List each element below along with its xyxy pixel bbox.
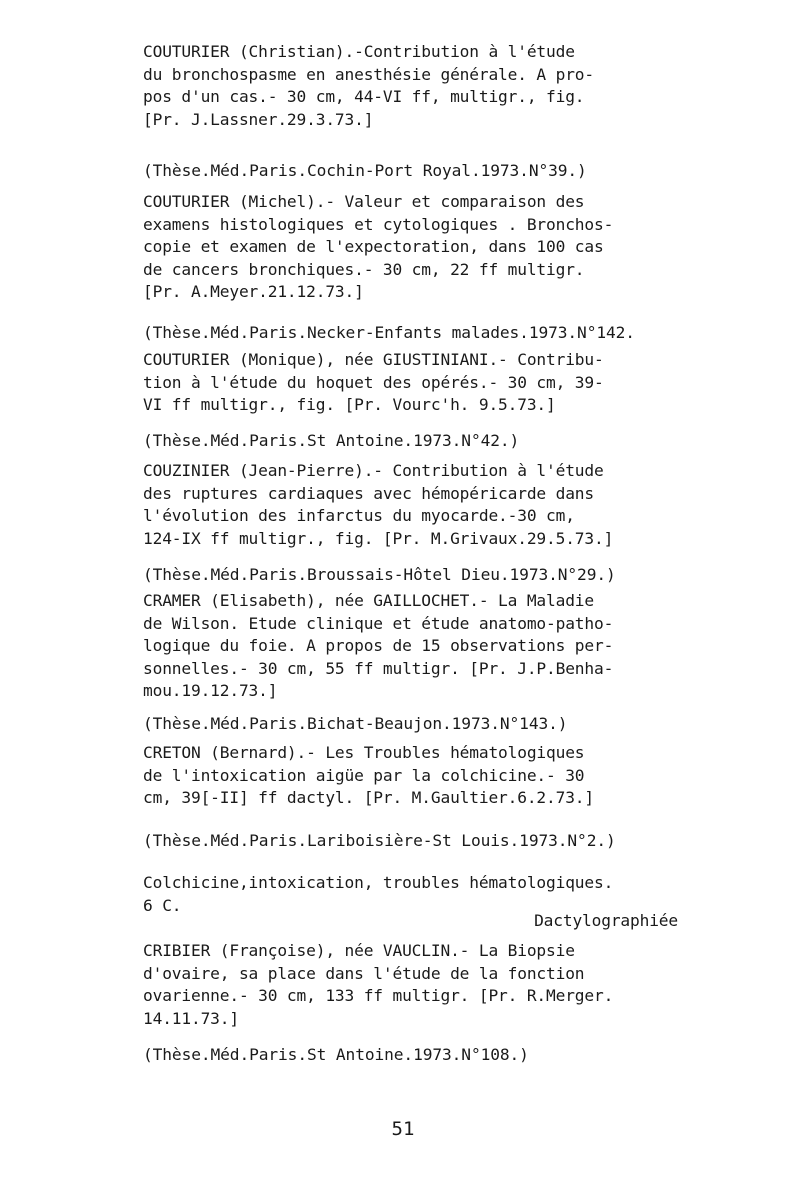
entry-line: COUTURIER (Michel).- Valeur et comparaison des [143, 192, 585, 211]
entry-line: logique du foie. A propos de 15 observations per- [143, 636, 614, 656]
entry-source-creton-bernard [143, 830, 678, 852]
entry-line: de Wilson. Etude clinique et étude anatomo-patho- [143, 613, 614, 633]
entry-source-cramer-elisabeth [143, 713, 678, 735]
entry-line: de l'intoxication aigüe par la colchicine.- 30 [143, 765, 585, 785]
entry-line: CRETON (Bernard).- Les Troubles hématologiques [143, 743, 585, 762]
entry-line: sonnelles.- 30 cm, 55 ff multigr. [Pr. J.P.Benha- [143, 658, 614, 678]
entry-line: COUZINIER (Jean-Pierre).- Contribution à l'étude [143, 461, 604, 480]
entry-line: d'ovaire, sa place dans l'étude de la fonction [143, 963, 585, 983]
entry-note-creton-bernard [143, 910, 718, 933]
entry-line: l'évolution des infarctus du myocarde.-30 cm, [143, 506, 575, 526]
page-number: 51 [391, 1118, 415, 1140]
entry-line: COUTURIER (Monique), née GIUSTINIANI.- Contribu- [143, 350, 604, 369]
entry-source-couzinier-jean-pierre [143, 564, 678, 586]
thesis-source: (Thèse.Méd.Paris.Necker-Enfants malades.1973.N°142. [143, 323, 635, 342]
catalog-entry-couturier-monique [143, 349, 678, 417]
thesis-source: (Thèse.Méd.Paris.Cochin-Port Royal.1973.N°39.) [143, 161, 587, 180]
entry-source-couturier-monique [143, 430, 678, 452]
entry-source-couturier-christian [143, 160, 678, 182]
thesis-source: (Thèse.Méd.Paris.Bichat-Beaujon.1973.N°143.) [143, 714, 568, 733]
thesis-source: (Thèse.Méd.Paris.St Antoine.1973.N°42.) [143, 431, 520, 450]
entry-source-cribier-francoise [143, 1044, 678, 1066]
entry-line: [Pr. J.Lassner.29.3.73.] [143, 109, 374, 129]
subject-line: Colchicine,intoxication, troubles hématologiques. [143, 873, 614, 892]
entry-source-couturier-michel [143, 322, 678, 344]
entry-line: tion à l'étude du hoquet des opérés.- 30 cm, 39- [143, 372, 604, 392]
catalog-entry-cribier-francoise [143, 940, 678, 1030]
catalog-entry-couzinier-jean-pierre [143, 460, 678, 550]
catalog-entry-couturier-michel [143, 191, 678, 304]
entry-line: cm, 39[-II] ff dactyl. [Pr. M.Gaultier.6.2.73.] [143, 788, 594, 808]
entry-line: des ruptures cardiaques avec hémopéricarde dans [143, 483, 594, 503]
catalog-entry-cramer-elisabeth [143, 590, 678, 703]
entry-line: 14.11.73.] [143, 1008, 239, 1028]
entry-line: CRIBIER (Françoise), née VAUCLIN.- La Biopsie [143, 941, 575, 960]
entry-line: CRAMER (Elisabeth), née GAILLOCHET.- La Maladie [143, 591, 594, 610]
entry-line: ovarienne.- 30 cm, 133 ff multigr. [Pr. R.Merger. [143, 986, 614, 1006]
entry-line: du bronchospasme en anesthésie générale. A pro- [143, 64, 594, 84]
thesis-source: (Thèse.Méd.Paris.St Antoine.1973.N°108.) [143, 1045, 529, 1064]
thesis-source: (Thèse.Méd.Paris.Lariboisière-St Louis.1973.N°2.) [143, 831, 616, 850]
thesis-source: (Thèse.Méd.Paris.Broussais-Hôtel Dieu.1973.N°29.) [143, 565, 616, 584]
entry-line: 124-IX ff multigr., fig. [Pr. M.Grivaux.29.5.73.] [143, 528, 614, 548]
dactylographiee-note: Dactylographiée [534, 911, 678, 930]
catalog-entry-couturier-christian [143, 41, 678, 131]
subject-line: 6 C. [143, 895, 182, 915]
entry-line: copie et examen de l'expectoration, dans 100 cas [143, 237, 604, 257]
entry-line: COUTURIER (Christian).-Contribution à l'étude [143, 42, 575, 61]
entry-line: examens histologiques et cytologiques . Bronchos- [143, 214, 614, 234]
entry-line: [Pr. A.Meyer.21.12.73.] [143, 282, 364, 302]
entry-line: pos d'un cas.- 30 cm, 44-VI ff, multigr., fig. [143, 87, 585, 107]
catalog-entry-creton-bernard [143, 742, 678, 810]
entry-line: de cancers bronchiques.- 30 cm, 22 ff multigr. [143, 259, 585, 279]
entry-line: VI ff multigr., fig. [Pr. Vourc'h. 9.5.73.] [143, 395, 556, 415]
entry-line: mou.19.12.73.] [143, 681, 278, 701]
